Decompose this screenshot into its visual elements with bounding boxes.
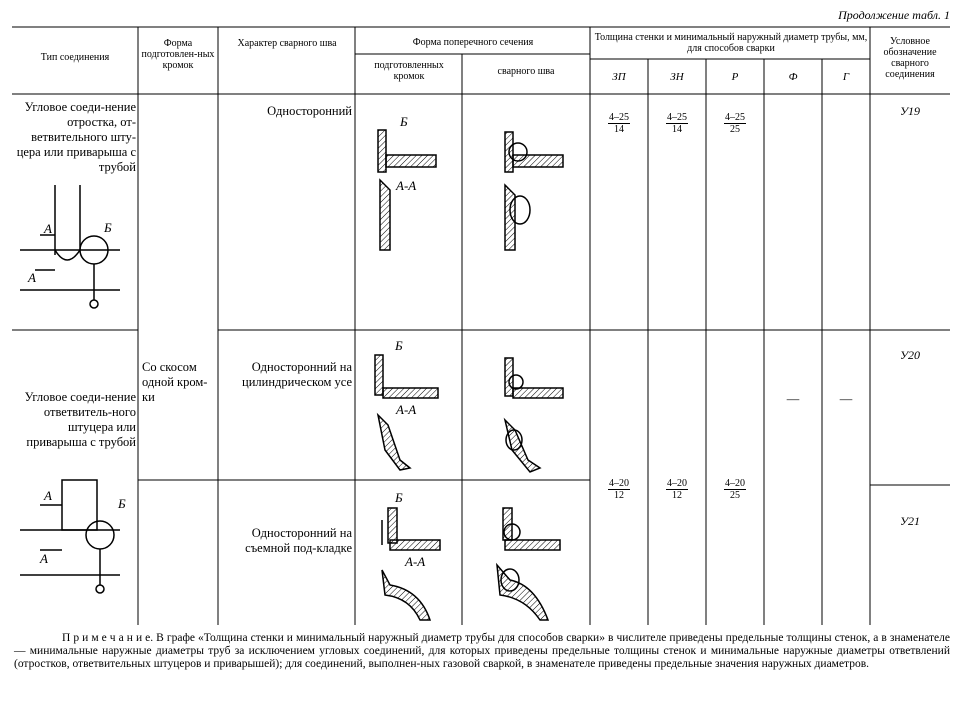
method-f-dash: — (786, 392, 800, 406)
label-b-sketch-1: Б (104, 220, 112, 235)
header-method-r: Р (731, 71, 739, 83)
row23-zn-value: $\frac{4-20}{12}$ (667, 478, 687, 501)
row2-weld-character: Односторонний на цилиндрическом усе (242, 360, 352, 389)
row23-r-value: $\frac{4-20}{25}$ (725, 478, 745, 501)
label-aa-3: А-А (405, 554, 426, 569)
edge-form-text: Со скосом одной кром-ки (142, 360, 208, 404)
designation-u19: У19 (899, 104, 921, 118)
label-aa-2: А-А (396, 402, 417, 417)
row1-weld-drawing (505, 132, 563, 250)
table-caption: Продолжение табл. 1 (838, 8, 950, 22)
row2-weld-drawing (505, 358, 563, 472)
row1-joint-type: Угловое соеди-нение отростка, от-ветвительного шту-цера или приварыша с трубой (16, 100, 136, 174)
label-b-3: Б (395, 490, 403, 505)
label-b-sketch-2: Б (118, 496, 126, 511)
row1-zp-value: $\frac{4-25}{14}$ (609, 112, 629, 135)
header-edge-form: Форма подготовлен-ных кромок (141, 38, 215, 71)
row1-weld-character: Односторонний (267, 104, 352, 118)
row3-weld-character: Односторонний на съемной под-кладке (245, 526, 352, 555)
header-method-zn: ЗН (670, 71, 684, 83)
row2-joint-type: Угловое соеди-нение ответвитель-ного штуцера или приварыша с трубой (24, 390, 136, 449)
header-weld: сварного шва (497, 66, 555, 77)
header-cross-section: Форма поперечного сечения (412, 37, 534, 48)
header-designation: Условное обозначение сварного соединения (883, 36, 937, 80)
label-a-3: А (44, 488, 52, 503)
label-a-4: А (40, 551, 48, 566)
row23-zp-value: $\frac{4-20}{12}$ (609, 478, 629, 501)
label-a-1: А (44, 221, 52, 236)
row3-weld-drawing (497, 508, 560, 620)
row2-joint-sketch (20, 480, 120, 593)
label-aa-1: А-А (396, 178, 417, 193)
label-b-1: Б (400, 114, 408, 129)
header-prepared-edges: подготовленных кромок (374, 60, 444, 82)
header-joint-type: Тип соединения (40, 52, 110, 63)
label-b-2: Б (395, 338, 403, 353)
row1-joint-sketch (20, 185, 120, 308)
method-g-dash: — (839, 392, 853, 406)
header-method-f: Ф (788, 71, 798, 83)
designation-u21: У21 (899, 514, 921, 528)
header-method-zp: ЗП (612, 71, 626, 83)
row1-r-value: $\frac{4-25}{25}$ (725, 112, 745, 135)
label-a-2: А (28, 270, 36, 285)
designation-u20: У20 (899, 348, 921, 362)
row1-zn-value: $\frac{4-25}{14}$ (667, 112, 687, 135)
table-note: П р и м е ч а н и е. В графе «Толщина стенки и минимальный наружный диаметр трубы для способов сварки» в числителе приведены предельные толщины стенок, а в знаменателе — минимальные наружные диаметры труб за исключением угловых соединений, для которых приведены предельные толщины стенок и минимальные наружные диаметры ответвлений (отростков, ответвительных штуцеров и приварышей); для соединений, выполнен-ных газовой сваркой, в знаменателе приведены предельные значения наружных диаметров. (14, 632, 950, 670)
header-thickness: Толщина стенки и минимальный наружный диаметр трубы, мм, для способов сварки (594, 32, 868, 54)
header-method-g: Г (842, 71, 850, 83)
header-weld-character: Характер сварного шва (237, 38, 337, 49)
